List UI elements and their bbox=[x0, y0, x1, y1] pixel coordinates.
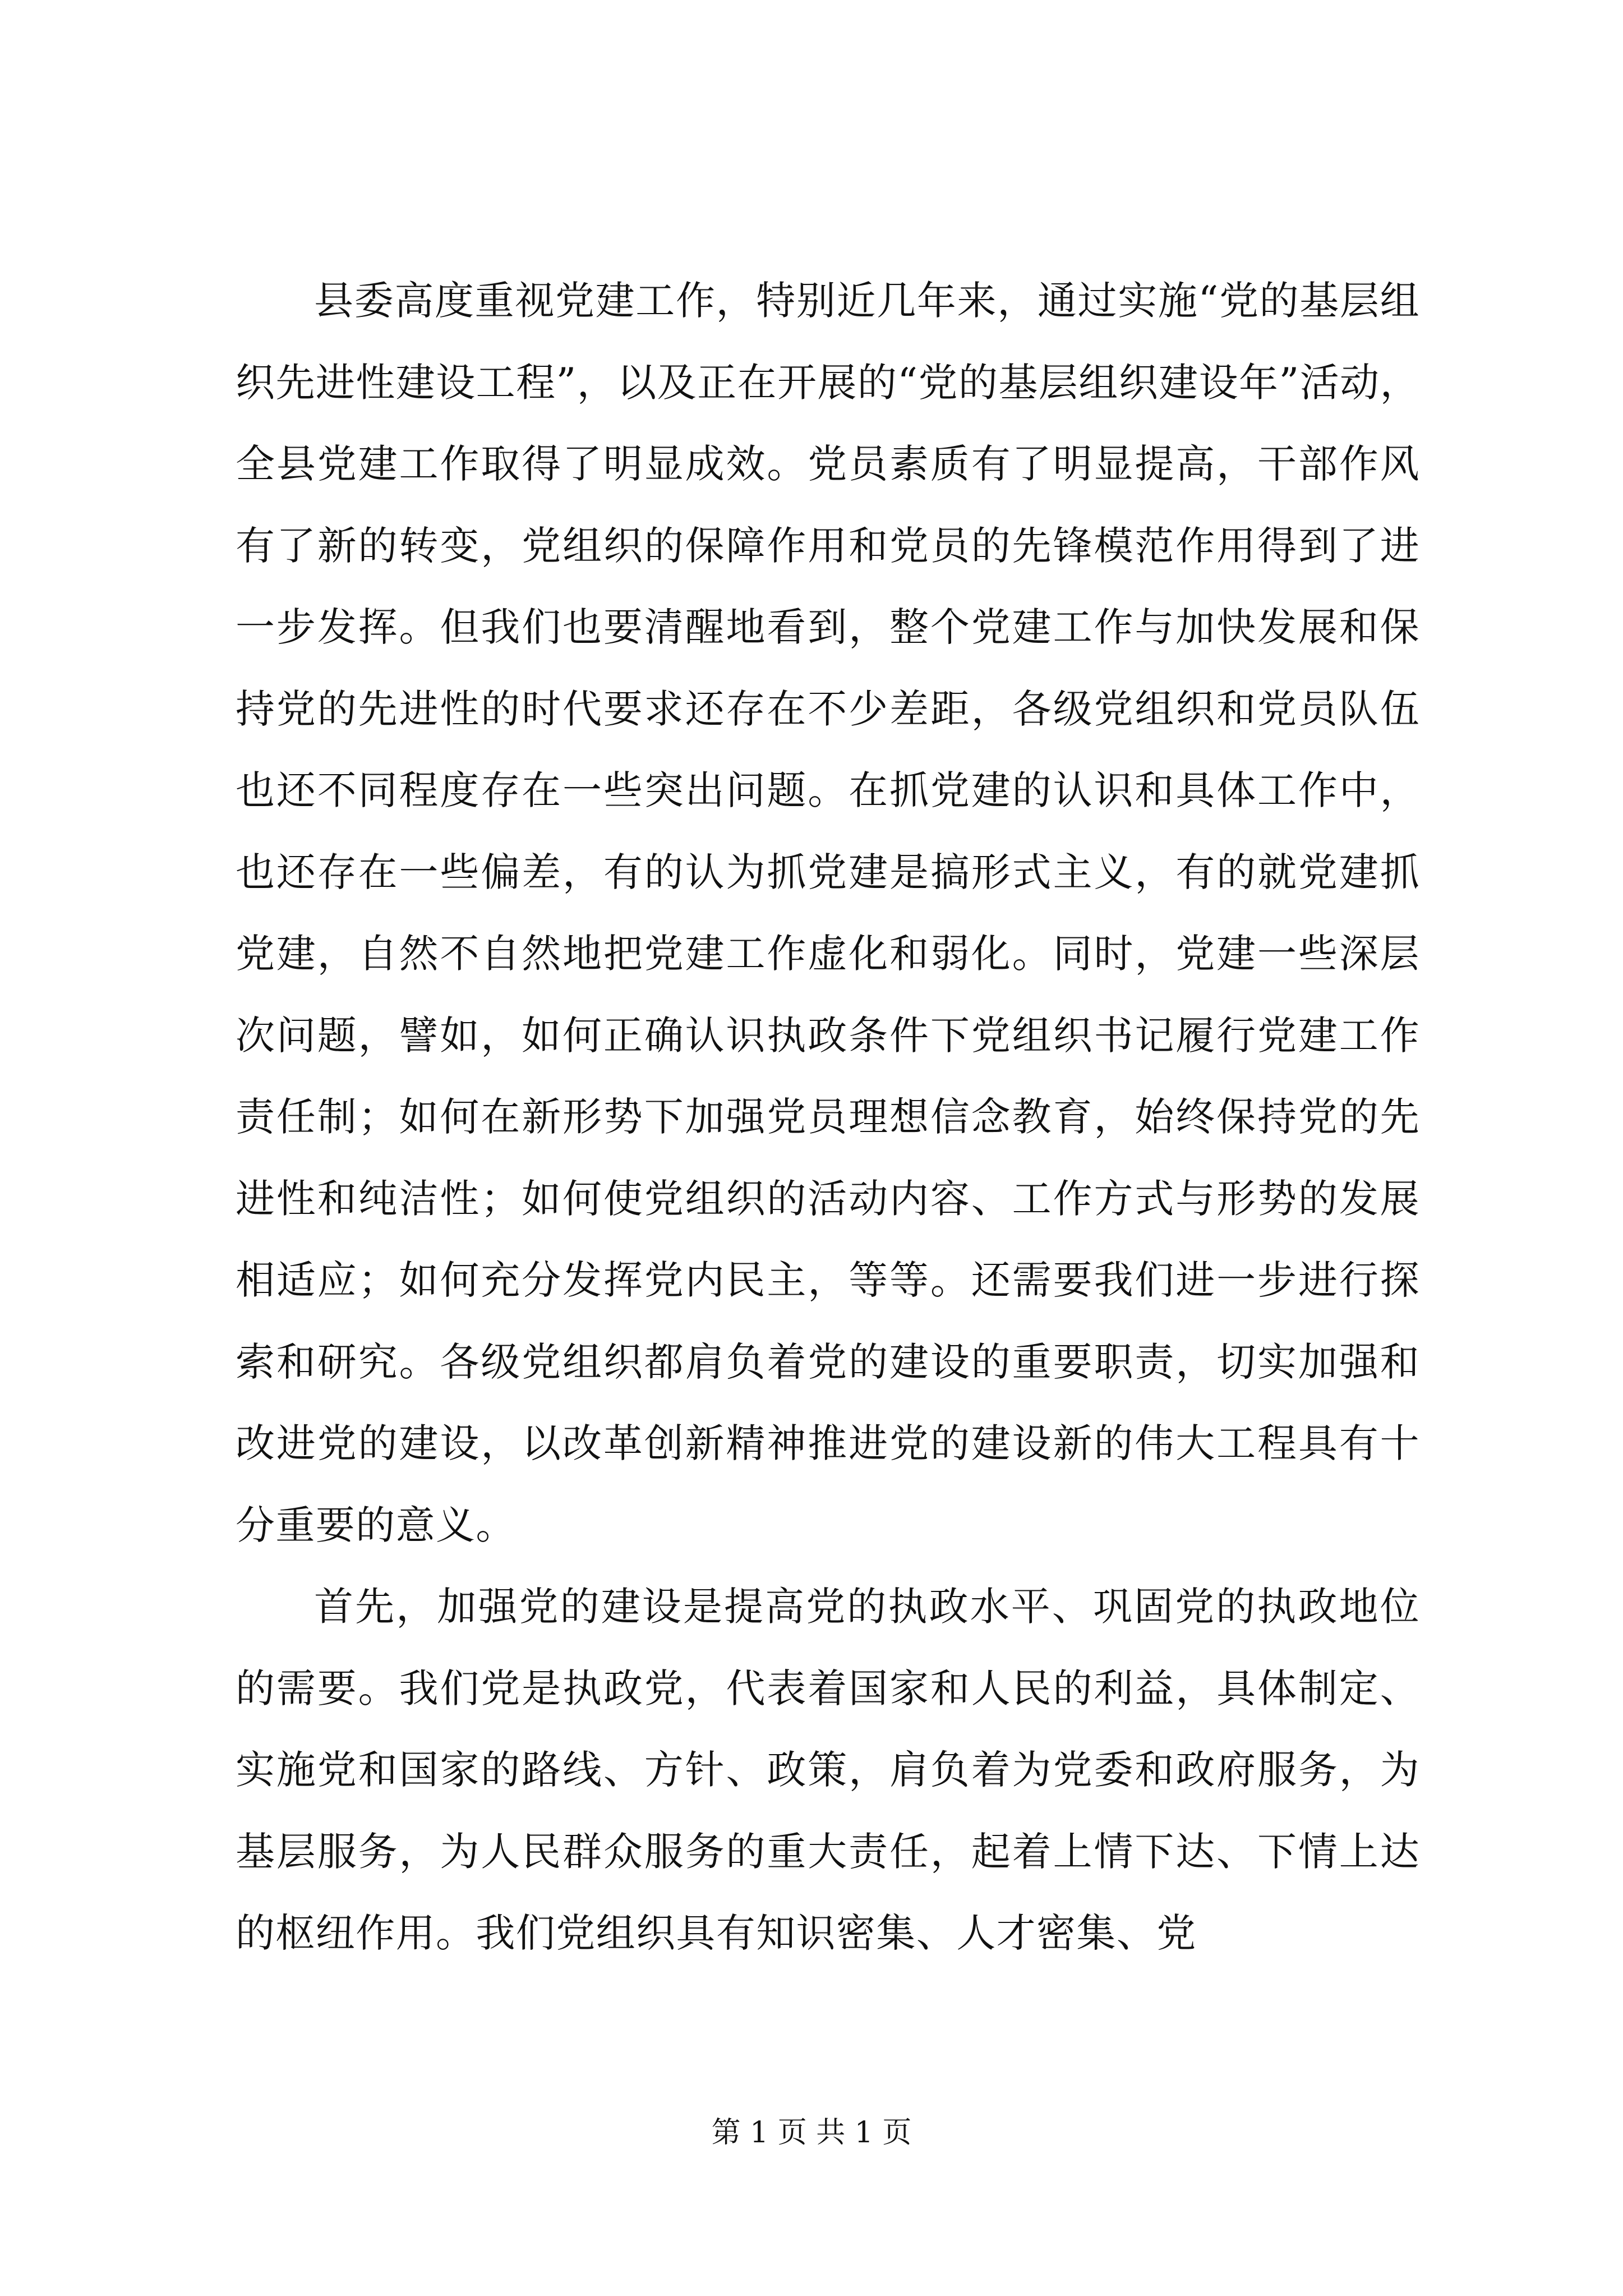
page-footer: 第 1 页 共 1 页 bbox=[711, 2116, 912, 2150]
paragraph-1: 县委高度重视党建工作，特别近几年来，通过实施“党的基层组织先进性建设工程”，以及正在开展的“党的基层组织建设年”活动，全县党建工作取得了明显成效。党员素质有了明显提高，干部作风有了新的转变，党组织的保障作用和党员的先锋模范作用得到了进一步发挥。但我们也要清醒地看到，整个党建工作与加快发展和保持党的先进性的时代要求还存在不少差距，各级党组织和党员队伍也还不同程度存在一些突出问题。在抓党建的认识和具体工作中，也还存在一些偏差，有的认为抓党建是搞形式主义，有的就党建抓党建，自然不自然地把党建工作虚化和弱化。同时，党建一些深层次问题，譬如，如何正确认识执政条件下党组织书记履行党建工作责任制；如何在新形势下加强党员理想信念教育，始终保持党的先进性和纯洁性；如何使党组织的活动内容、工作方式与形势的发展相适应；如何充分发挥党内民主，等等。还需要我们进一步进行探索和研究。各级党组织都肩负着党的建设的重要职责，切实加强和改进党的建设，以改革创新精神推进党的建设新的伟大工程具有十分重要的意义。 bbox=[236, 278, 1420, 1548]
paragraph-2: 首先，加强党的建设是提高党的执政水平、巩固党的执政地位的需要。我们党是执政党，代表着国家和人民的利益，具体制定、实施党和国家的路线、方针、政策，肩负着为党委和政府服务，为基层服务，为人民群众服务的重大责任，起着上情下达、下情上达的枢纽作用。我们党组织具有知识密集、人才密集、党 bbox=[236, 1584, 1420, 1956]
body-text bbox=[236, 260, 1420, 1975]
